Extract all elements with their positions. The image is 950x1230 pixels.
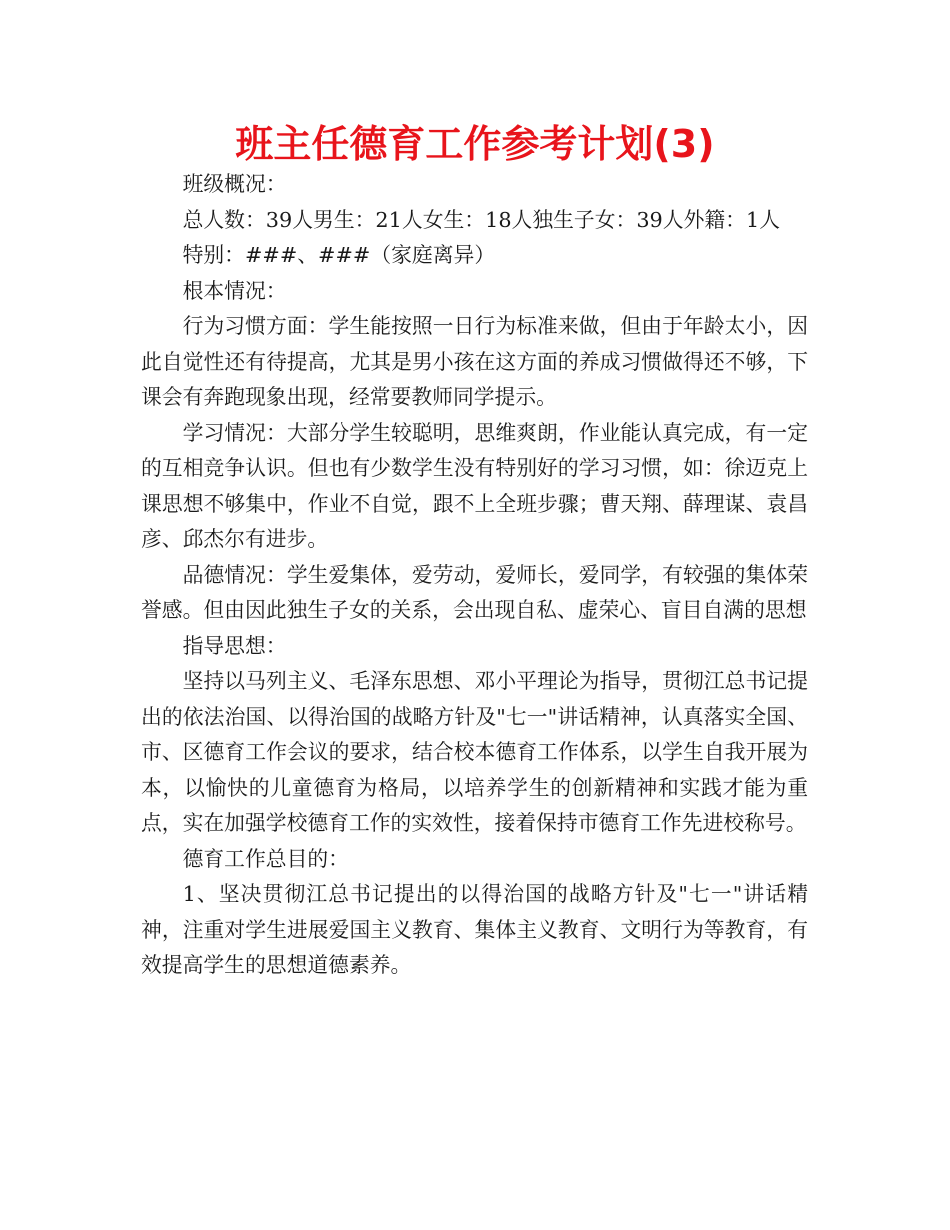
paragraph-class-stats: 总人数：39人男生：21人女生：18人独生子女：39人外籍：1人 [182,207,781,232]
paragraph-guiding-ideology-heading: 指导思想： [182,633,287,658]
paragraph-behavior-habits: 行为习惯方面：学生能按照一日行为标准来做，但由于年龄太小，因此自觉性还有待提高，尤其是男小孩在这方面的养成习惯做得还不够，下课会有奔跑现象出现，经常要教师同学提示。 [141,314,808,409]
paragraph-study-situation: 学习情况：大部分学生较聪明，思维爽朗，作业能认真完成，有一定的互相竞争认识。但也有少数学生没有特别好的学习习惯，如：徐迈克上课思想不够集中，作业不自觉，跟不上全班步骤；曹天翔、薛理谋、袁昌彦、邱杰尔有进步。 [141,420,808,551]
document-title: 班主任德育工作参考计划(3) [235,122,715,166]
document-body [141,167,808,984]
paragraph-class-overview-heading: 班级概况： [182,172,287,196]
paragraph-guiding-ideology: 坚持以马列主义、毛泽东思想、邓小平理论为指导，贯彻江总书记提出的依法治国、以得治国的战略方针及"七一"讲话精神，认真落实全国、市、区德育工作会议的要求，结合校本德育工作体系，以学生自我开展为本，以愉快的儿童德育为格局，以培养学生的创新精神和实践才能为重点，实在加强学校德育工作的实效性，接着保持市德育工作先进校称号。 [141,669,808,835]
paragraph-moral-situation: 品德情况：学生爱集体，爱劳动，爱师长，爱同学，有较强的集体荣誉感。但由因此独生子女的关系，会出现自私、虚荣心、盲目自满的思想 [141,562,808,622]
paragraph-special-cases: 特别：###、###（家庭离异） [182,243,496,267]
paragraph-goal-item-1: 1、坚决贯彻江总书记提出的以得治国的战略方针及"七一"讲话精神，注重对学生进展爱国主义教育、集体主义教育、文明行为等教育，有效提高学生的思想道德素养。 [141,882,808,977]
paragraph-overall-goal-heading: 德育工作总目的： [182,846,349,871]
paragraph-basic-situation-heading: 根本情况： [182,278,287,303]
